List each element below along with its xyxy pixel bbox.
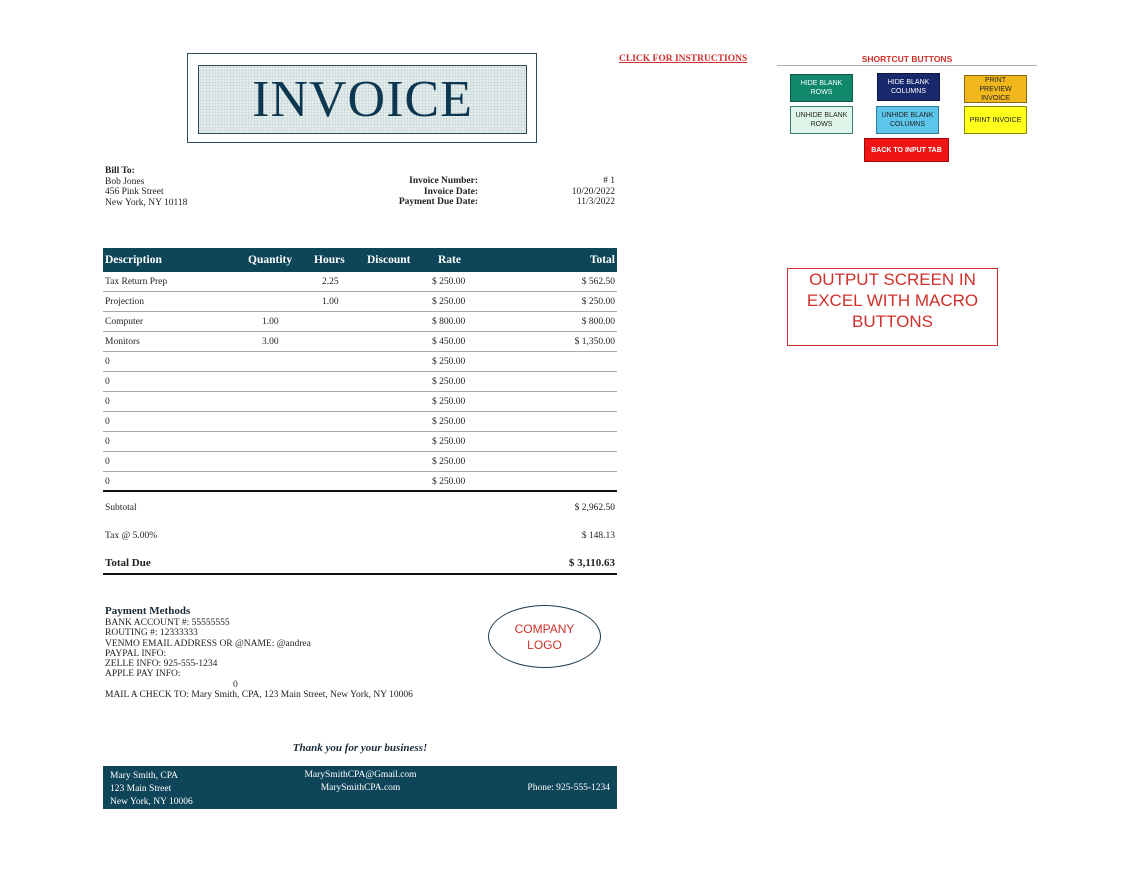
header-quantity: Quantity bbox=[248, 254, 293, 266]
cell-quantity: 3.00 bbox=[262, 337, 279, 347]
table-row bbox=[103, 432, 617, 452]
hide-blank-rows-button[interactable]: HIDE BLANK ROWS bbox=[790, 74, 853, 102]
cell-description: Computer bbox=[105, 317, 143, 327]
cell-rate: $ 250.00 bbox=[432, 457, 466, 467]
cell-hours: 1.00 bbox=[322, 297, 339, 307]
footer-email: MarySmithCPA@Gmail.com bbox=[304, 770, 417, 780]
hide-blank-columns-button[interactable]: HIDE BLANK COLUMNS bbox=[877, 73, 940, 101]
cell-rate: $ 250.00 bbox=[432, 297, 466, 307]
table-row bbox=[103, 392, 617, 412]
invoice-info-values bbox=[500, 176, 615, 208]
cell-total: $ 250.00 bbox=[581, 297, 615, 307]
print-preview-button[interactable]: PRINT PREVIEW INVOICE bbox=[964, 75, 1027, 103]
invoice-number-value: # 1 bbox=[603, 176, 615, 186]
cell-total: $ 800.00 bbox=[581, 317, 615, 327]
payment-mail-line: MAIL A CHECK TO: Mary Smith, CPA, 123 Main Street, New York, NY 10006 bbox=[105, 690, 413, 701]
payment-method-line: APPLE PAY INFO: bbox=[105, 669, 181, 680]
footer-address bbox=[110, 770, 193, 809]
cell-rate: $ 250.00 bbox=[432, 277, 466, 287]
table-row bbox=[103, 352, 617, 372]
total-due-value: $ 3,110.63 bbox=[568, 557, 615, 569]
company-logo-line2: LOGO bbox=[527, 637, 562, 652]
cell-rate: $ 250.00 bbox=[432, 397, 466, 407]
payment-zero-line: 0 bbox=[233, 679, 238, 690]
table-header bbox=[103, 248, 617, 272]
invoice-number-label: Invoice Number: bbox=[409, 176, 478, 186]
footer-name: Mary Smith, CPA bbox=[110, 771, 179, 781]
cell-description: 0 bbox=[105, 477, 110, 487]
header-description: Description bbox=[105, 254, 162, 266]
bill-to-block bbox=[105, 166, 187, 208]
cell-rate: $ 250.00 bbox=[432, 377, 466, 387]
payment-methods-heading: Payment Methods bbox=[105, 605, 191, 617]
footer-website: MarySmithCPA.com bbox=[320, 783, 401, 793]
shortcut-buttons-title: SHORTCUT BUTTONS bbox=[861, 54, 953, 64]
footer-phone: Phone: 925-555-1234 bbox=[527, 783, 610, 793]
cell-description: Tax Return Prep bbox=[105, 277, 168, 287]
bill-to-city: New York, NY 10118 bbox=[105, 197, 188, 208]
company-logo bbox=[488, 605, 601, 668]
cell-description: 0 bbox=[105, 417, 110, 427]
footer-city: New York, NY 10006 bbox=[110, 797, 193, 807]
header-discount: Discount bbox=[367, 254, 411, 266]
table-row bbox=[103, 312, 617, 332]
cell-description: 0 bbox=[105, 437, 110, 447]
footer-bar bbox=[103, 766, 617, 809]
footer-contact bbox=[273, 769, 448, 795]
table-row bbox=[103, 332, 617, 352]
invoice-date-value: 10/20/2022 bbox=[571, 186, 615, 197]
table-row bbox=[103, 472, 617, 492]
total-due-label: Total Due bbox=[105, 557, 151, 569]
items-table bbox=[103, 248, 617, 492]
cell-rate: $ 250.00 bbox=[432, 357, 466, 367]
cell-rate: $ 250.00 bbox=[432, 477, 466, 487]
invoice-title: INVOICE bbox=[252, 71, 473, 128]
bill-to-street: 456 Pink Street bbox=[105, 187, 164, 197]
output-note-text: OUTPUT SCREEN IN EXCEL WITH MACRO BUTTONS bbox=[806, 270, 979, 331]
instructions-link[interactable]: CLICK FOR INSTRUCTIONS bbox=[619, 54, 748, 64]
table-body bbox=[103, 272, 617, 492]
invoice-info-labels bbox=[340, 176, 478, 208]
payment-method-line: BANK ACCOUNT #: 55555555 bbox=[105, 618, 230, 628]
cell-description: 0 bbox=[105, 357, 110, 367]
cell-description: 0 bbox=[105, 457, 110, 467]
cell-total: $ 1,350.00 bbox=[574, 337, 615, 347]
cell-quantity: 1.00 bbox=[262, 317, 279, 327]
cell-description: 0 bbox=[105, 397, 110, 407]
cell-hours: 2.25 bbox=[322, 277, 339, 287]
cell-description: Projection bbox=[105, 297, 145, 307]
table-row bbox=[103, 412, 617, 432]
invoice-title-frame bbox=[187, 53, 537, 143]
payment-due-value: 11/3/2022 bbox=[576, 197, 615, 207]
shortcut-divider bbox=[777, 65, 1037, 66]
payment-method-line: ZELLE INFO: 925-555-1234 bbox=[105, 659, 218, 670]
tax-value: $ 148.13 bbox=[581, 531, 615, 541]
table-row bbox=[103, 452, 617, 472]
table-row bbox=[103, 272, 617, 292]
invoice-date-label: Invoice Date: bbox=[423, 186, 478, 197]
payment-method-line: PAYPAL INFO: bbox=[105, 648, 167, 659]
print-invoice-button[interactable]: PRINT INVOICE bbox=[964, 106, 1027, 134]
thank-you-message: Thank you for your business! bbox=[292, 742, 428, 754]
payment-methods-list bbox=[105, 618, 485, 680]
tax-label: Tax @ 5.00% bbox=[105, 531, 158, 541]
cell-rate: $ 250.00 bbox=[432, 417, 466, 427]
unhide-blank-rows-button[interactable]: UNHIDE BLANK ROWS bbox=[790, 106, 853, 134]
subtotal-value: $ 2,962.50 bbox=[574, 503, 615, 513]
payment-methods-block bbox=[105, 605, 485, 700]
cell-rate: $ 250.00 bbox=[432, 437, 466, 447]
header-hours: Hours bbox=[314, 254, 345, 266]
cell-description: Monitors bbox=[105, 337, 140, 347]
unhide-blank-columns-button[interactable]: UNHIDE BLANK COLUMNS bbox=[876, 106, 939, 134]
bill-to-heading: Bill To: bbox=[105, 166, 135, 176]
payment-due-label: Payment Due Date: bbox=[398, 197, 478, 207]
table-row bbox=[103, 372, 617, 392]
company-logo-line1: COMPANY bbox=[514, 621, 575, 636]
subtotal-label: Subtotal bbox=[105, 503, 137, 513]
payment-method-line: ROUTING #: 12333333 bbox=[105, 628, 198, 639]
bill-to-name: Bob Jones bbox=[105, 176, 145, 187]
invoice-title-box bbox=[198, 65, 527, 134]
cell-rate: $ 450.00 bbox=[432, 337, 466, 347]
output-screen-note bbox=[787, 268, 998, 346]
table-row bbox=[103, 292, 617, 312]
header-rate: Rate bbox=[438, 254, 461, 266]
total-due-divider bbox=[103, 573, 617, 575]
cell-rate: $ 800.00 bbox=[432, 317, 466, 327]
back-to-input-button[interactable]: BACK TO INPUT TAB bbox=[864, 138, 949, 162]
cell-total: $ 562.50 bbox=[581, 277, 615, 287]
header-total: Total bbox=[589, 254, 615, 266]
payment-method-line: VENMO EMAIL ADDRESS OR @NAME: @andrea bbox=[105, 638, 311, 649]
footer-street: 123 Main Street bbox=[110, 784, 172, 794]
cell-description: 0 bbox=[105, 377, 110, 387]
